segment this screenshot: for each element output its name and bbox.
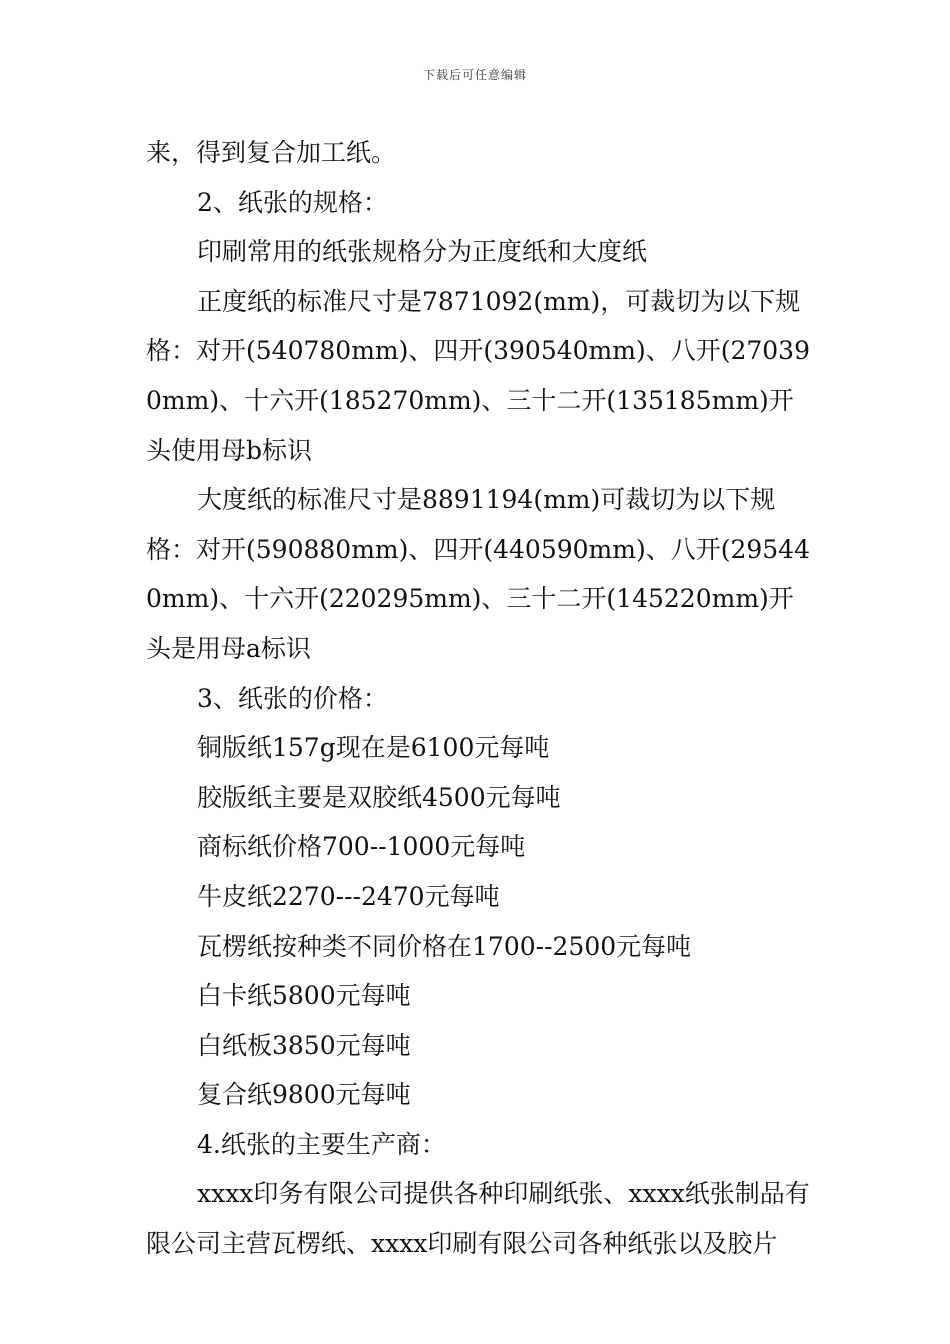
page-header-note: 下载后可任意编辑 bbox=[422, 68, 527, 82]
price-item-label: 商标纸价格700--1000元每吨 bbox=[197, 832, 526, 862]
section-heading-manufacturers: 4.纸张的主要生产商： bbox=[197, 1129, 446, 1159]
paragraph-spec-intro: 印刷常用的纸张规格分为正度纸和大度纸 bbox=[197, 237, 648, 267]
paragraph-standard-size: 正度纸的标准尺寸是7871092(mm)，可裁切为以下规格：对开(540780mm)、四开(390540mm)、八开(270390mm)、十六开(185270mm)、三十二开(135185mm)开头使用母b标识 bbox=[146, 286, 810, 465]
section-heading-paper-prices: 3、纸张的价格： bbox=[197, 683, 388, 713]
price-item-offset: 胶版纸主要是双胶纸4500元每吨 bbox=[197, 782, 561, 812]
paragraph-manufacturers: xxxx印务有限公司提供各种印刷纸张、xxxx纸张制品有限公司主营瓦楞纸、xxxx印刷有限公司各种纸张以及胶片 bbox=[146, 1179, 810, 1259]
paragraph-continuation: 来，得到复合加工纸。 bbox=[146, 138, 397, 167]
section-heading-paper-specs: 2、纸张的规格： bbox=[197, 187, 388, 217]
paragraph-large-size: 大度纸的标准尺寸是8891194(mm)可裁切为以下规格：对开(590880mm)、四开(440590mm)、八开(295440mm)、十六开(220295mm)、三十二开(145220mm)开头是用母a标识 bbox=[146, 485, 810, 663]
price-item-coated: 铜版纸157g现在是6100元每吨 bbox=[197, 733, 550, 763]
price-item-white-card: 白卡纸5800元每吨 bbox=[197, 981, 411, 1011]
price-item-white-board: 白纸板3850元每吨 bbox=[197, 1030, 411, 1060]
price-item-composite: 复合纸9800元每吨 bbox=[197, 1080, 411, 1110]
document-body bbox=[146, 128, 811, 1269]
price-item-kraft: 牛皮纸2270---2470元每吨 bbox=[197, 881, 500, 911]
price-item-corrugated: 瓦楞纸按种类不同价格在1700--2500元每吨 bbox=[197, 931, 692, 961]
